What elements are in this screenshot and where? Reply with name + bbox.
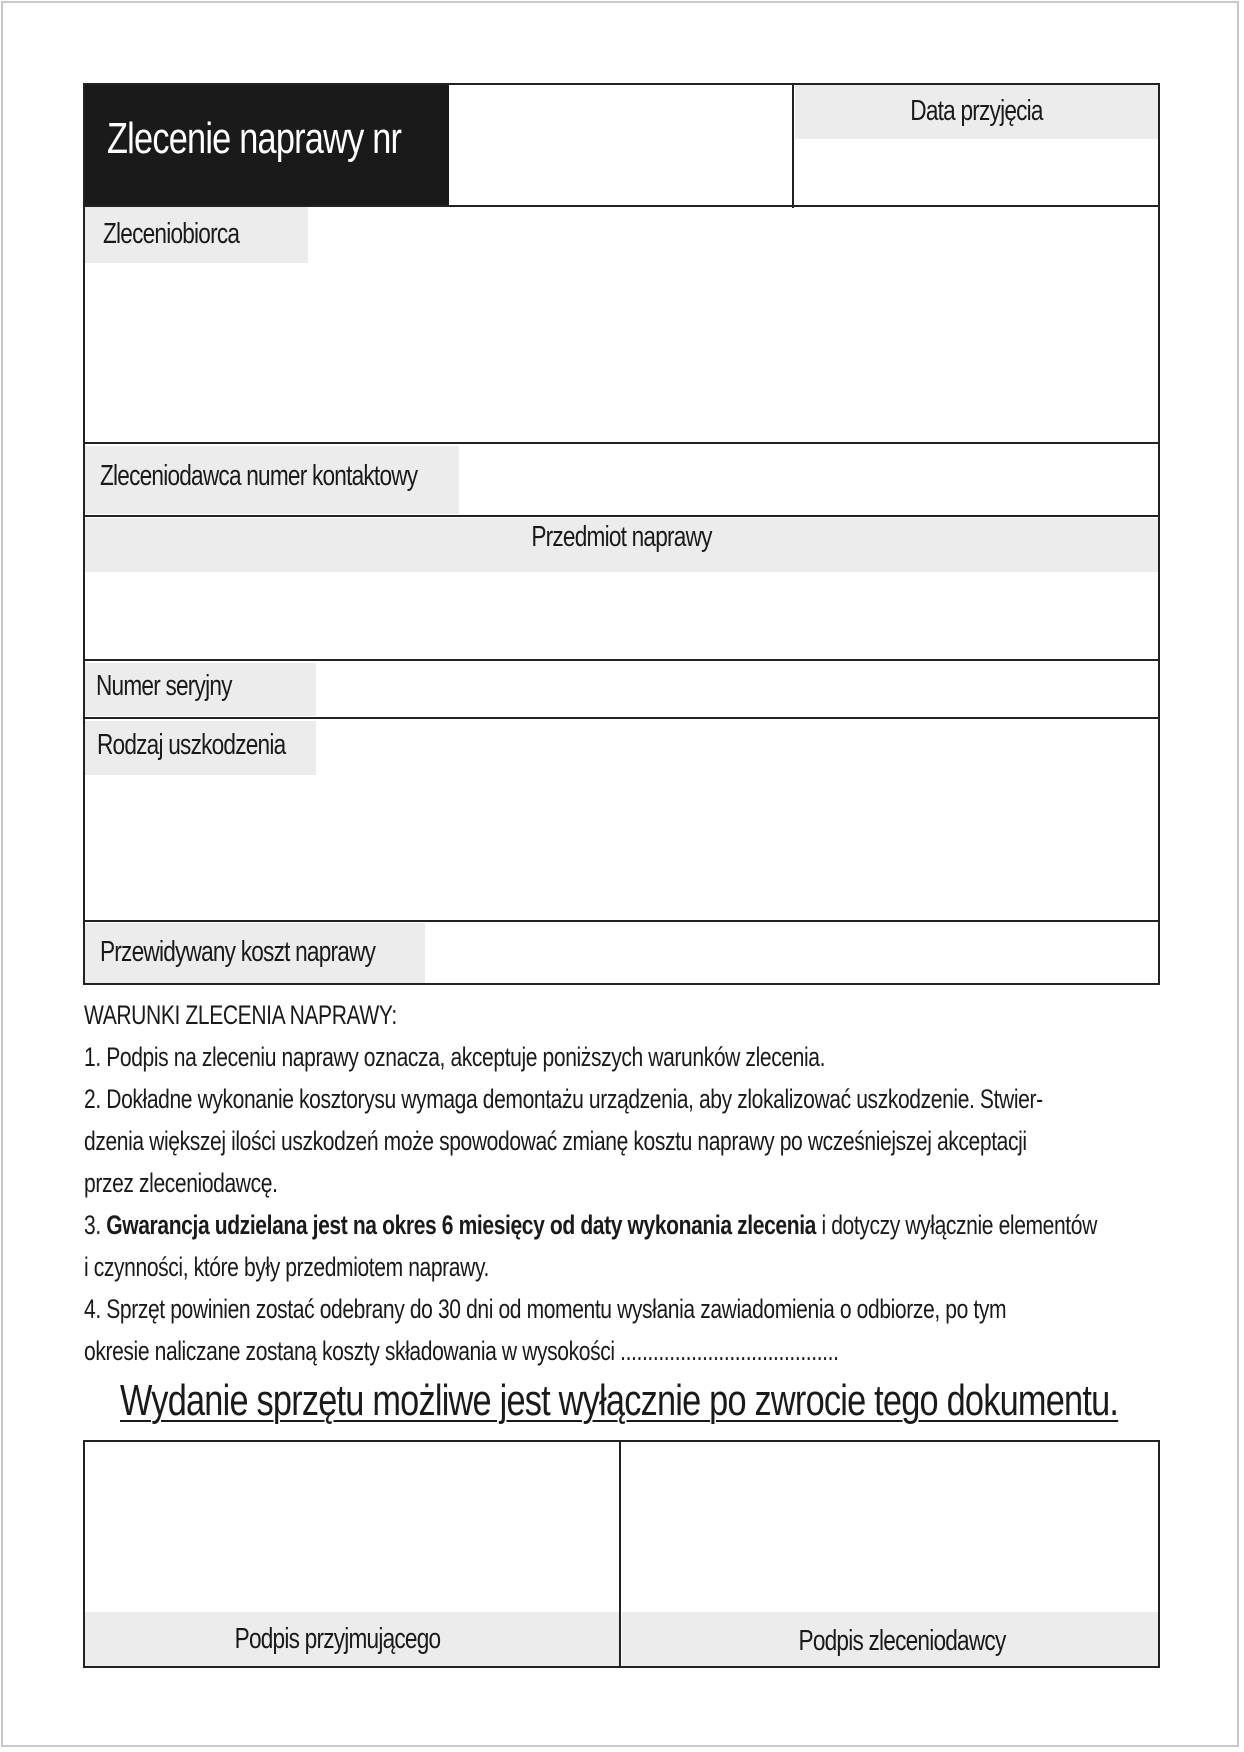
term-1: 1. Podpis na zleceniu naprawy oznacza, akceptuje poniższych warunków zlecenia. — [84, 1042, 826, 1072]
signature-table-right-border — [1158, 1440, 1160, 1668]
signature-table-divider — [619, 1440, 621, 1668]
serial-number-label: Numer seryjny — [96, 670, 232, 702]
upper-form-bottom-border — [83, 983, 1160, 985]
repair-subject-label: Przedmiot naprawy — [531, 521, 712, 553]
contractor-bottom-line — [83, 442, 1160, 444]
term-2-line-1: 2. Dokładne wykonanie kosztorysu wymaga demontażu urządzenia, aby zlokalizować uszkodzenie. Stwier- — [84, 1084, 1043, 1114]
serial-number-bottom-line — [83, 717, 1160, 719]
signature-table-bottom-border — [83, 1666, 1160, 1668]
damage-type-label: Rodzaj uszkodzenia — [97, 729, 286, 761]
client-phone-bottom-line — [83, 515, 1160, 517]
term-4-line-1: 4. Sprzęt powinien zostać odebrany do 30 dni od momentu wysłania zawiadomienia o odbiorze, po tym — [84, 1294, 1007, 1324]
form-title: Zlecenie naprawy nr — [107, 114, 402, 163]
term-3-line-1 — [84, 1204, 1176, 1246]
header-divider-vertical — [792, 85, 794, 208]
receiver-signature-label: Podpis przyjmującego — [234, 1623, 441, 1655]
term-3-prefix: 3. — [84, 1210, 107, 1240]
repair-subject-bottom-line — [83, 659, 1160, 661]
term-4-line-2: okresie naliczane zostaną koszty składowania w wysokości ........................................ — [84, 1336, 839, 1366]
term-3-line-2: i czynności, które były przedmiotem naprawy. — [84, 1252, 489, 1282]
terms-section — [84, 994, 1176, 1372]
terms-heading: WARUNKI ZLECENIA NAPRAWY: — [84, 1000, 397, 1030]
damage-type-bottom-line — [83, 920, 1160, 922]
signature-table-top-border — [83, 1440, 1160, 1442]
client-phone-label: Zleceniodawca numer kontaktowy — [100, 460, 418, 492]
date-label: Data przyjęcia — [910, 95, 1043, 127]
header-bottom-line — [83, 205, 1160, 207]
return-document-notice: Wydanie sprzętu możliwe jest wyłącznie po zwrocie tego dokumentu. — [120, 1376, 1119, 1425]
estimated-cost-label: Przewidywany koszt naprawy — [100, 936, 376, 968]
signature-table-left-border — [83, 1440, 85, 1668]
term-2-line-2: dzenia większej ilości uszkodzeń może spowodować zmianę kosztu naprawy po wcześniejszej akceptacji — [84, 1126, 1027, 1156]
upper-form-top-border — [83, 83, 1160, 85]
upper-form-left-border — [83, 83, 85, 985]
upper-form-right-border — [1158, 83, 1160, 985]
term-2-line-3: przez zleceniodawcę. — [84, 1168, 278, 1198]
contractor-label: Zleceniobiorca — [103, 218, 240, 250]
term-3-bold: Gwarancja udzielana jest na okres 6 miesięcy od daty wykonania zlecenia — [106, 1210, 816, 1240]
client-signature-label: Podpis zleceniodawcy — [798, 1625, 1006, 1657]
term-3-rest: i dotyczy wyłącznie elementów — [815, 1210, 1097, 1240]
